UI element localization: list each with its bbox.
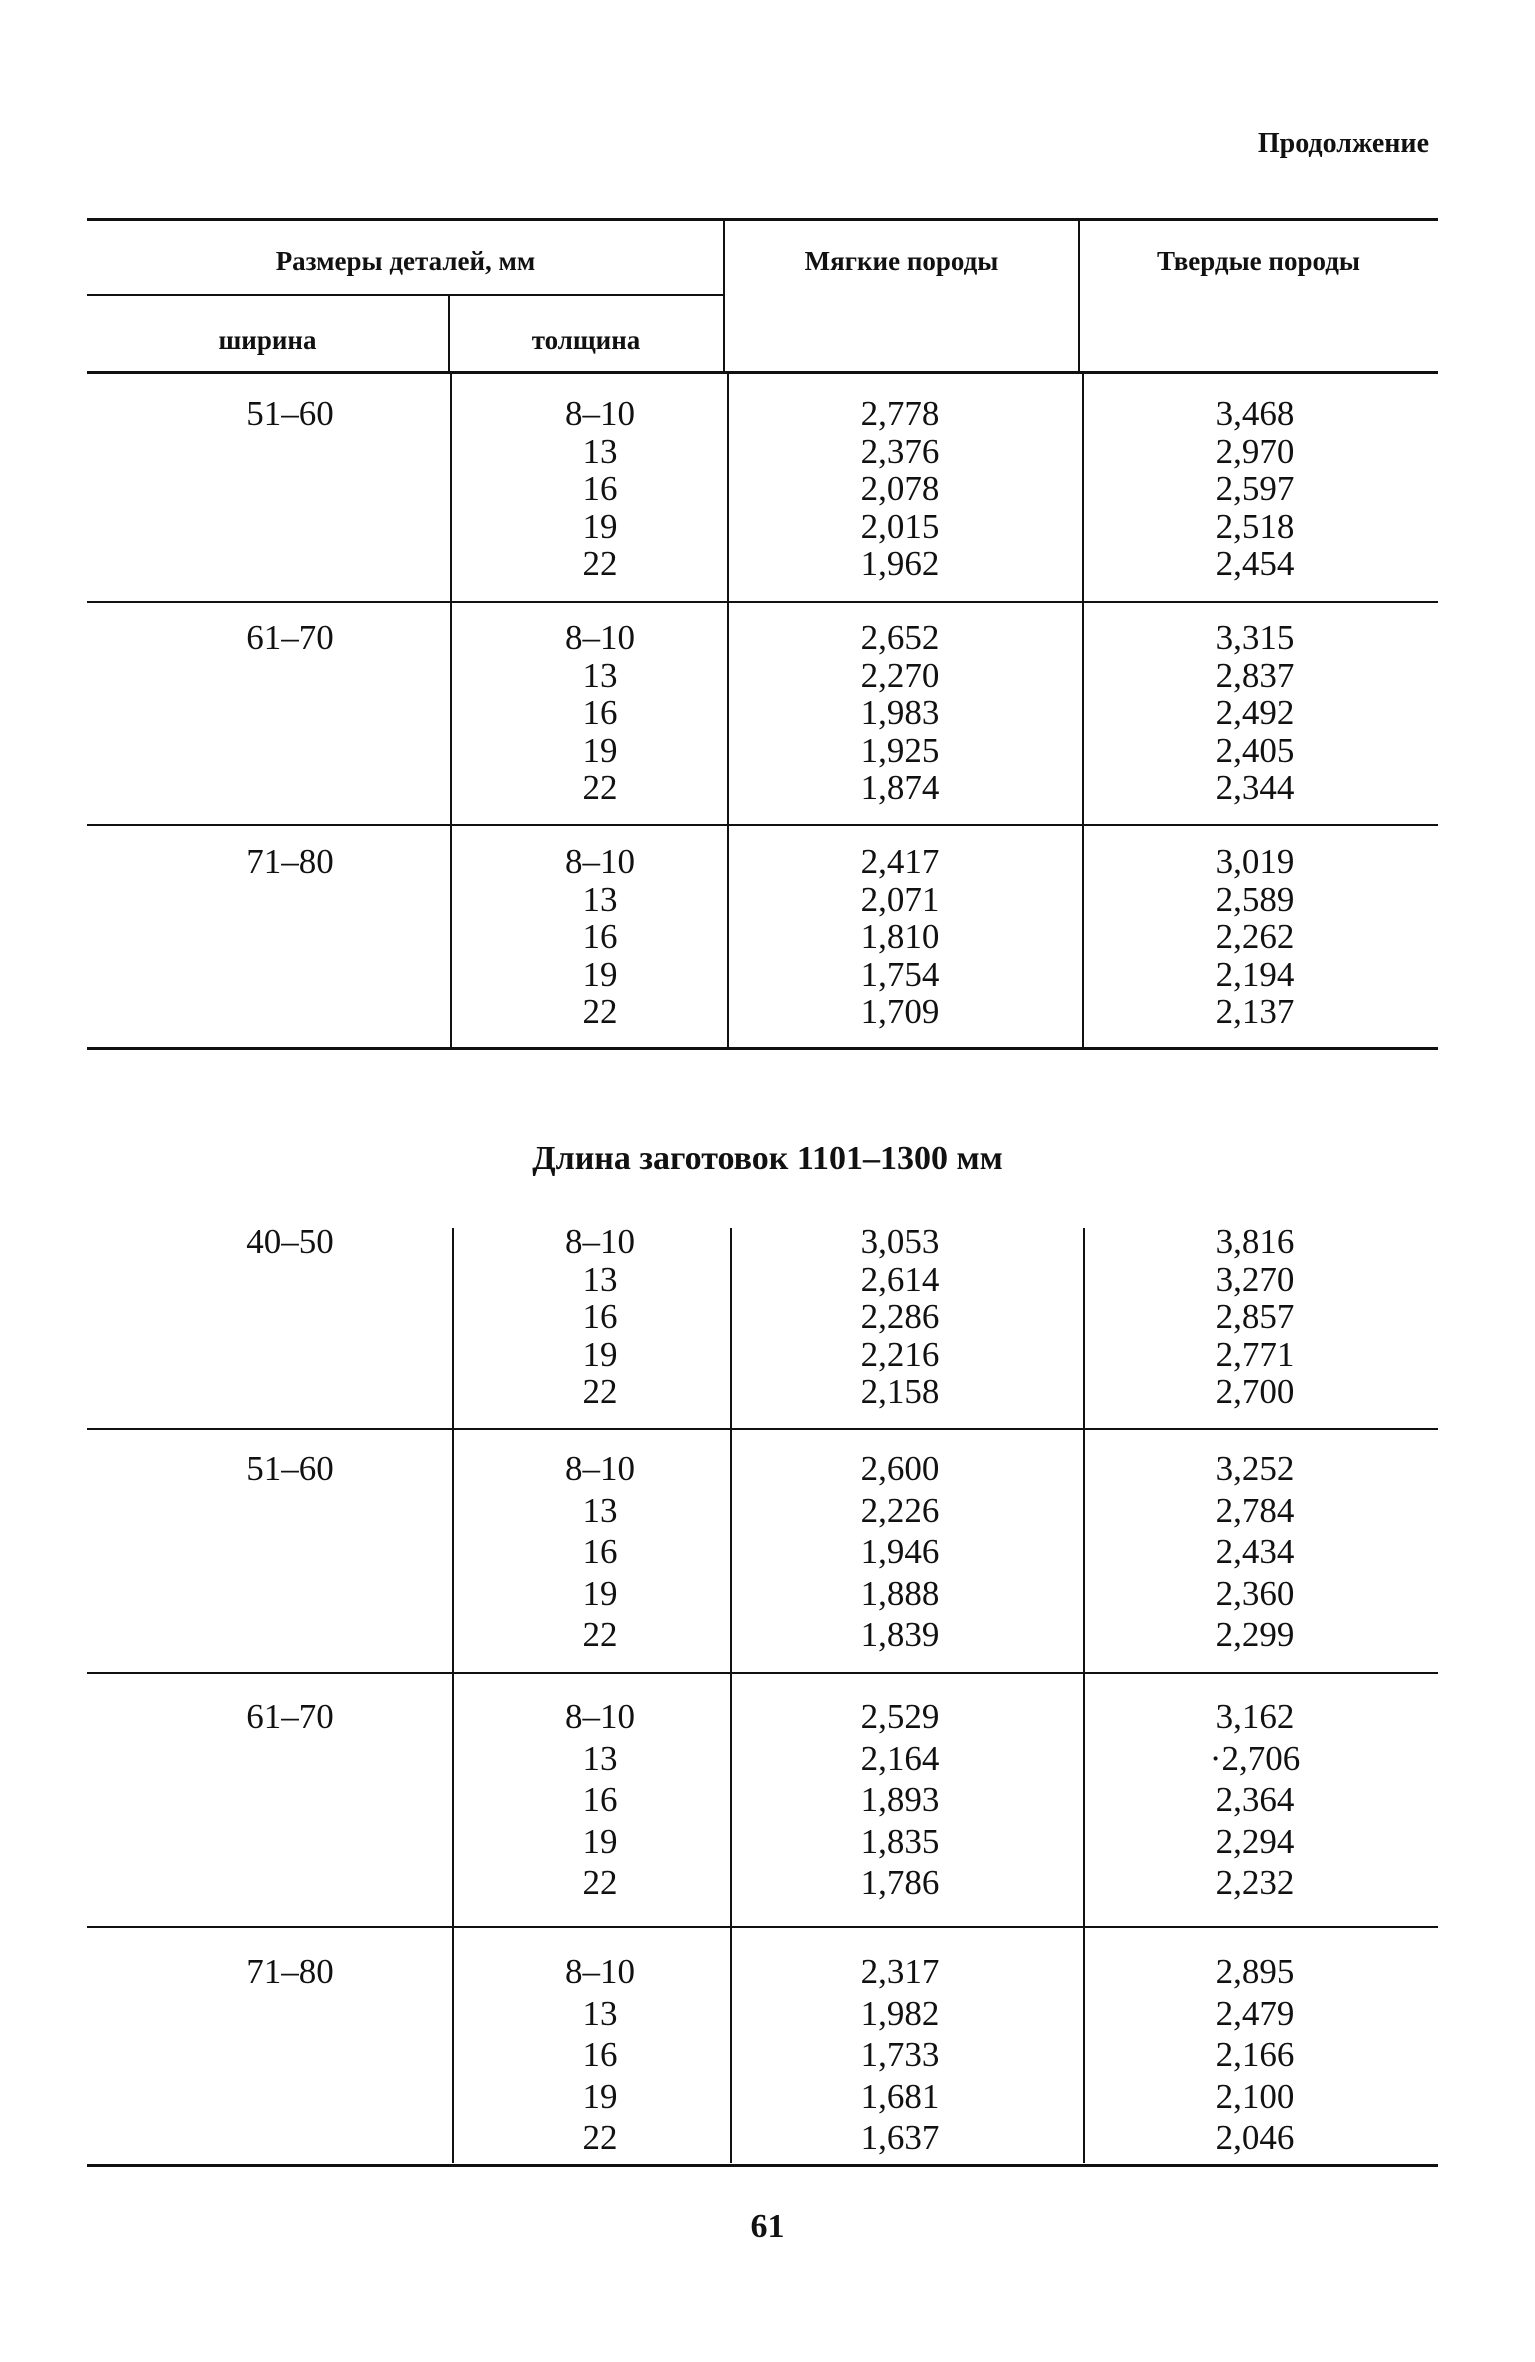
soft-value: 1,709 — [860, 992, 940, 1031]
thickness-value: 19 — [582, 2076, 618, 2116]
s2-divider-soft — [730, 1228, 732, 2163]
section-title: Длина заготовок 1101–1300 мм — [532, 1140, 1003, 1177]
hard-value: 2,589 — [1215, 879, 1295, 919]
soft-value: 2,529 — [860, 1697, 940, 1736]
soft-value: 1,733 — [860, 2035, 940, 2074]
width-cell: 61–70 — [246, 618, 334, 657]
soft-value: 2,015 — [860, 506, 940, 546]
soft-value: 1,962 — [860, 544, 940, 583]
soft-value: 1,888 — [860, 1573, 940, 1613]
continuation-label: Продолжение — [1257, 128, 1429, 159]
soft-value: 1,983 — [860, 693, 940, 732]
thickness-value: 8–10 — [565, 1952, 635, 1991]
hard-cell — [1155, 843, 1355, 1031]
hard-value: 2,299 — [1215, 1615, 1295, 1654]
soft-cell — [800, 1696, 1000, 1904]
soft-value: 3,053 — [860, 1222, 940, 1261]
thickness-value: 22 — [582, 544, 618, 583]
soft-value: 2,600 — [860, 1449, 940, 1488]
s1-divider-hard — [1082, 371, 1084, 1048]
soft-value: 1,839 — [860, 1615, 940, 1654]
soft-value: 2,270 — [860, 655, 940, 695]
hard-cell — [1155, 1448, 1355, 1656]
hard-value: 2,970 — [1215, 431, 1295, 471]
hard-value: 2,771 — [1215, 1334, 1295, 1374]
hard-value: 2,700 — [1215, 1372, 1295, 1411]
header-sub-rule — [87, 294, 724, 296]
hard-cell — [1155, 1223, 1355, 1411]
s1-divider-width — [450, 371, 452, 1048]
thickness-value: 13 — [582, 1993, 618, 2033]
width-cell: 51–60 — [246, 394, 334, 433]
width-cell: 71–80 — [246, 842, 334, 881]
soft-value: 2,216 — [860, 1334, 940, 1374]
s1-group-rule — [87, 824, 1438, 826]
thickness-cell — [500, 843, 700, 1031]
hard-value: 3,270 — [1215, 1259, 1295, 1299]
hard-value: 2,344 — [1215, 768, 1295, 807]
hard-value: 2,100 — [1215, 2076, 1295, 2116]
hard-cell — [1155, 1951, 1355, 2159]
hard-value: 3,816 — [1215, 1222, 1295, 1261]
hard-value: 2,454 — [1215, 544, 1295, 583]
width-cell: 51–60 — [246, 1449, 334, 1488]
thickness-value: 16 — [582, 2035, 618, 2074]
hard-value: 2,405 — [1215, 730, 1295, 770]
thickness-value: 16 — [582, 1532, 618, 1571]
thickness-cell — [500, 1448, 700, 1656]
hard-value: 2,597 — [1215, 469, 1295, 508]
soft-value: 2,164 — [860, 1738, 940, 1778]
thickness-value: 22 — [582, 1863, 618, 1902]
hard-value: 2,784 — [1215, 1490, 1295, 1530]
thickness-value: 16 — [582, 917, 618, 956]
soft-cell — [800, 1951, 1000, 2159]
soft-value: 1,946 — [860, 1532, 940, 1571]
soft-cell — [800, 1223, 1000, 1411]
hard-cell — [1155, 395, 1355, 583]
s2-divider-hard — [1083, 1228, 1085, 2163]
soft-cell — [800, 1448, 1000, 1656]
thickness-value: 8–10 — [565, 1449, 635, 1488]
table-top-rule — [87, 218, 1438, 221]
soft-value: 1,681 — [860, 2076, 940, 2116]
hard-value: 2,857 — [1215, 1297, 1295, 1336]
thickness-value: 16 — [582, 469, 618, 508]
soft-value: 2,652 — [860, 618, 940, 657]
thickness-value: 13 — [582, 1259, 618, 1299]
thickness-value: 19 — [582, 730, 618, 770]
thickness-value: 16 — [582, 1297, 618, 1336]
thickness-value: 8–10 — [565, 1697, 635, 1736]
header-hard: Твердые породы — [1157, 246, 1360, 276]
thickness-value: 19 — [582, 1821, 618, 1861]
hard-cell — [1155, 619, 1355, 807]
hard-value: 2,046 — [1215, 2118, 1295, 2157]
soft-value: 2,317 — [860, 1952, 940, 1991]
soft-cell — [800, 843, 1000, 1031]
hard-value: 3,315 — [1215, 618, 1295, 657]
thickness-value: 22 — [582, 1615, 618, 1654]
hard-value: 3,162 — [1215, 1697, 1295, 1736]
width-cell: 61–70 — [246, 1697, 334, 1736]
soft-value: 2,778 — [860, 394, 940, 433]
hard-value: 2,837 — [1215, 655, 1295, 695]
soft-value: 1,982 — [860, 1993, 940, 2033]
soft-value: 2,071 — [860, 879, 940, 919]
soft-value: 1,835 — [860, 1821, 940, 1861]
width-cell: 71–80 — [246, 1952, 334, 1991]
s2-bottom-rule — [87, 2164, 1438, 2167]
soft-value: 1,810 — [860, 917, 940, 956]
hard-value: ·2,706 — [1209, 1738, 1301, 1778]
hard-value: 3,468 — [1215, 394, 1295, 433]
header-divider-hard — [1078, 218, 1080, 371]
thickness-cell — [500, 395, 700, 583]
thickness-value: 22 — [582, 992, 618, 1031]
soft-value: 2,286 — [860, 1297, 940, 1336]
hard-value: 2,492 — [1215, 693, 1295, 732]
hard-value: 2,895 — [1215, 1952, 1295, 1991]
soft-value: 1,786 — [860, 1863, 940, 1902]
page-number: 61 — [750, 2208, 785, 2245]
thickness-value: 13 — [582, 1738, 618, 1778]
thickness-value: 19 — [582, 506, 618, 546]
hard-value: 3,019 — [1215, 842, 1295, 881]
soft-value: 1,754 — [860, 954, 940, 994]
soft-value: 2,614 — [860, 1259, 940, 1299]
soft-value: 2,376 — [860, 431, 940, 471]
soft-value: 1,925 — [860, 730, 940, 770]
soft-value: 2,226 — [860, 1490, 940, 1530]
soft-cell — [800, 619, 1000, 807]
hard-value: 2,364 — [1215, 1780, 1295, 1819]
thickness-value: 22 — [582, 1372, 618, 1411]
hard-value: 2,518 — [1215, 506, 1295, 546]
thickness-cell — [500, 1696, 700, 1904]
thickness-cell — [500, 619, 700, 807]
thickness-value: 13 — [582, 431, 618, 471]
hard-value: 2,262 — [1215, 917, 1295, 956]
soft-value: 2,158 — [860, 1372, 940, 1411]
s2-divider-width — [452, 1228, 454, 2163]
s1-bottom-rule — [87, 1047, 1438, 1050]
hard-value: 3,252 — [1215, 1449, 1295, 1488]
hard-value: 2,194 — [1215, 954, 1295, 994]
thickness-value: 13 — [582, 655, 618, 695]
header-soft: Мягкие породы — [804, 246, 999, 276]
s2-group-rule — [87, 1672, 1438, 1674]
thickness-cell — [500, 1951, 700, 2159]
header-sizes: Размеры деталей, мм — [275, 246, 536, 276]
s2-group-rule — [87, 1428, 1438, 1430]
header-bottom-rule — [87, 371, 1438, 374]
thickness-value: 16 — [582, 1780, 618, 1819]
soft-value: 2,417 — [860, 842, 940, 881]
thickness-value: 8–10 — [565, 1222, 635, 1261]
soft-value: 1,637 — [860, 2118, 940, 2157]
soft-value: 2,078 — [860, 469, 940, 508]
hard-value: 2,479 — [1215, 1993, 1295, 2033]
soft-value: 1,893 — [860, 1780, 940, 1819]
thickness-cell — [500, 1223, 700, 1411]
soft-cell — [800, 395, 1000, 583]
thickness-value: 8–10 — [565, 394, 635, 433]
thickness-value: 8–10 — [565, 618, 635, 657]
thickness-value: 19 — [582, 1573, 618, 1613]
thickness-value: 19 — [582, 1334, 618, 1374]
hard-value: 2,137 — [1215, 992, 1295, 1031]
header-thickness: толщина — [531, 325, 641, 355]
soft-value: 1,874 — [860, 768, 940, 807]
width-cell: 40–50 — [246, 1222, 334, 1261]
hard-cell — [1155, 1696, 1355, 1904]
hard-value: 2,360 — [1215, 1573, 1295, 1613]
s2-group-rule — [87, 1926, 1438, 1928]
hard-value: 2,294 — [1215, 1821, 1295, 1861]
hard-value: 2,232 — [1215, 1863, 1295, 1902]
s1-divider-soft — [727, 371, 729, 1048]
header-width: ширина — [218, 325, 317, 355]
thickness-value: 13 — [582, 1490, 618, 1530]
hard-value: 2,166 — [1215, 2035, 1295, 2074]
thickness-value: 13 — [582, 879, 618, 919]
thickness-value: 22 — [582, 768, 618, 807]
hard-value: 2,434 — [1215, 1532, 1295, 1571]
thickness-value: 19 — [582, 954, 618, 994]
thickness-value: 22 — [582, 2118, 618, 2157]
thickness-value: 8–10 — [565, 842, 635, 881]
s1-group-rule — [87, 601, 1438, 603]
thickness-value: 16 — [582, 693, 618, 732]
